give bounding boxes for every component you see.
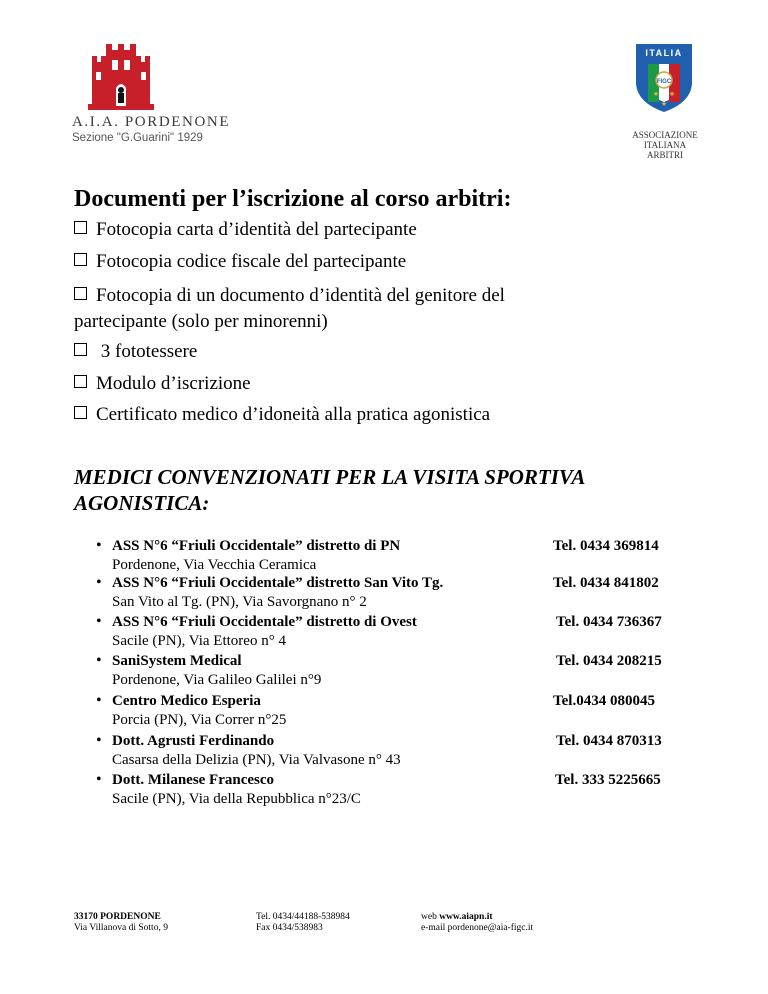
bullet-icon: • <box>96 771 102 788</box>
footer-phone: Tel. 0434/44188-538984 Fax 0434/538983 <box>256 912 350 933</box>
bullet-icon: • <box>96 613 102 630</box>
checkbox-icon <box>74 343 87 356</box>
medico-entry: • Dott. Agrusti Ferdinando Casarsa della Delizia (PN), Via Valvasone n° 43 Tel. 0434 870313 <box>96 732 662 768</box>
checklist-item: Modulo d’iscrizione <box>74 372 251 395</box>
email-link[interactable]: e-mail pordenone@aia-figc.it <box>421 923 534 933</box>
bullet-icon: • <box>96 652 102 669</box>
phone-number: Tel. 0434 870313 <box>556 733 662 749</box>
bullet-icon: • <box>96 537 102 554</box>
castle-icon <box>82 40 160 112</box>
figc-shield-icon <box>634 42 694 114</box>
footer-contacts: web www.aiapn.it e-mail pordenone@aia-figc.it <box>421 912 534 933</box>
association-name: ASSOCIAZIONE ITALIANA ARBITRI <box>632 130 698 160</box>
bullet-icon: • <box>96 732 102 749</box>
phone-number: Tel. 0434 841802 <box>553 575 659 591</box>
medici-section-title: MEDICI CONVENZIONATI PER LA VISITA SPORTIVA AGONISTICA: <box>74 465 585 515</box>
footer-address: 33170 PORDENONE Via Villanova di Sotto, 9 <box>74 912 168 933</box>
star-icon: ★ <box>660 100 668 108</box>
phone-number: Tel. 333 5225665 <box>555 772 661 788</box>
medico-entry: • SaniSystem Medical Pordenone, Via Galileo Galilei n°9 Tel. 0434 208215 <box>96 652 662 688</box>
checkbox-icon <box>74 287 87 300</box>
phone-number: Tel. 0434 736367 <box>556 614 662 630</box>
star-icon: ★ <box>668 90 676 98</box>
website-link[interactable]: www.aiapn.it <box>439 912 493 922</box>
shield-badge: FIGC <box>656 79 672 85</box>
aia-pordenone-logo <box>72 40 231 145</box>
shield-title: ITALIA <box>645 48 683 58</box>
bullet-icon: • <box>96 574 102 591</box>
page-title: Documenti per l’iscrizione al corso arbitri: <box>74 186 512 212</box>
phone-number: Tel.0434 080045 <box>553 693 655 709</box>
medico-entry: • ASS N°6 “Friuli Occidentale” distretto di Ovest Sacile (PN), Via Ettoreo n° 4 Tel. 0434 736367 <box>96 613 662 649</box>
medico-entry: • ASS N°6 “Friuli Occidentale” distretto di PN Pordenone, Via Vecchia Ceramica Tel. 0434 369814 <box>96 537 659 573</box>
star-icon: ★ <box>652 90 660 98</box>
org-subtitle: Sezione "G.Guarini" 1929 <box>72 132 203 144</box>
medico-entry: • Dott. Milanese Francesco Sacile (PN), Via della Repubblica n°23/C Tel. 333 5225665 <box>96 771 661 807</box>
phone-number: Tel. 0434 369814 <box>553 538 659 554</box>
checklist-item: Fotocopia di un documento d’identità del genitore del <box>74 284 505 307</box>
checklist-item: 3 fototessere <box>74 340 197 363</box>
checkbox-icon <box>74 406 87 419</box>
phone-number: Tel. 0434 208215 <box>556 653 662 669</box>
medico-entry: • ASS N°6 “Friuli Occidentale” distretto San Vito Tg. San Vito al Tg. (PN), Via Savorgnano n° 2 Tel. 0434 841802 <box>96 574 659 610</box>
checkbox-icon <box>74 375 87 388</box>
checklist-item: Fotocopia carta d’identità del partecipante <box>74 218 417 241</box>
org-name: A.I.A. PORDENONE <box>72 114 231 130</box>
medico-entry: • Centro Medico Esperia Porcia (PN), Via Correr n°25 Tel.0434 080045 <box>96 692 655 728</box>
checkbox-icon <box>74 253 87 266</box>
checkbox-icon <box>74 221 87 234</box>
bullet-icon: • <box>96 692 102 709</box>
checklist-item: Certificato medico d’idoneità alla pratica agonistica <box>74 403 490 426</box>
checklist-item-continued: partecipante (solo per minorenni) <box>74 311 328 332</box>
aia-italia-logo <box>622 42 708 162</box>
checklist-item: Fotocopia codice fiscale del partecipante <box>74 250 406 273</box>
